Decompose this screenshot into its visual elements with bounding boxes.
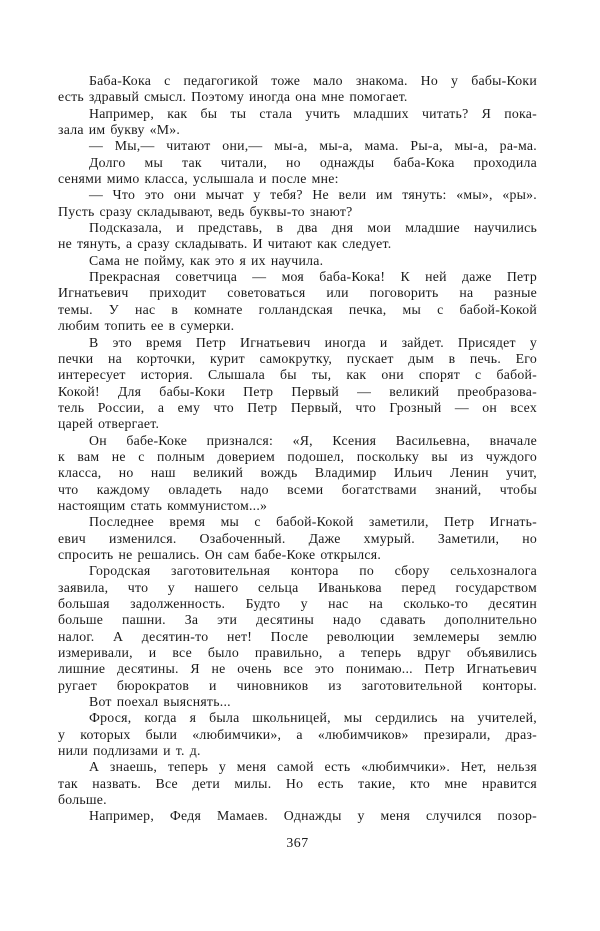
text-line: интересует история. Слышала бы ты, как они спорят с бабой-: [58, 367, 537, 383]
text-line: больше пашни. За эти десятины надо сдавать дополнительно: [58, 612, 537, 628]
text-line: — Мы,— читают они,— мы-а, мы-а, мама. Ры-а, мы-а, ра-ма.: [89, 138, 537, 154]
text-line: измеривали, и все было правильно, а теперь вдруг объявились: [58, 645, 537, 661]
text-line: заявила, что у нашего сельца Иванькова перед государством: [58, 579, 537, 595]
text-line: больше.: [58, 792, 107, 808]
text-line: Прекрасная советчица — моя баба-Кока! К ней даже Петр: [89, 269, 537, 285]
text-line: сенями мимо класса, услышала и после мне:: [58, 171, 339, 187]
text-line: Игнатьевич приходит советоваться или поговорить на разные: [58, 285, 537, 301]
text-line: у которых были «любимчики», а «любимчиков» презирали, драз-: [58, 726, 537, 742]
text-line: ругает бюрократов и чиновников из заготовительной конторы.: [58, 677, 537, 693]
text-line: темы. У нас в комнате голландская печка, мы с бабой-Кокой: [58, 301, 537, 317]
text-line: зала им букву «М».: [58, 122, 181, 138]
text-line: печки на корточки, курит самокрутку, пускает дым в печь. Его: [58, 350, 537, 366]
text-line: любим топить ее в сумерки.: [58, 318, 235, 334]
text-line: Городская заготовительная контора по сбору сельхозналога: [89, 563, 537, 579]
text-line: евич изменился. Озабоченный. Даже хмурый. Заметили, но: [58, 530, 537, 546]
text-line: Подсказала, и представь, в два дня мои младшие научились: [89, 220, 537, 236]
text-line: к вам не с полным доверием подошел, поскольку вы из чуждого: [58, 448, 537, 464]
text-line: — Что это они мычат у тебя? Не вели им тянуть: «мы», «ры».: [89, 187, 537, 203]
text-line: спросить не решались. Он сам бабе-Коке открылся.: [58, 546, 382, 562]
text-line: так назвать. Все дети милы. Но есть такие, кто мне нравится: [58, 775, 537, 791]
text-line: В это время Петр Игнатьевич иногда и зайдет. Присядет у: [89, 334, 537, 350]
text-line: налог. А десятин-то нет! После революции землемеры землю: [58, 628, 537, 644]
text-line: Последнее время мы с бабой-Кокой заметили, Петр Игнать-: [89, 514, 537, 530]
text-block: [58, 73, 537, 825]
text-line: лишние десятины. Я не очень все это понимаю... Петр Игнатьевич: [58, 661, 537, 677]
text-line: Например, Федя Мамаев. Однажды у меня случился позор-: [89, 808, 537, 824]
text-line: настоящим стать коммунистом...»: [58, 497, 268, 513]
text-line: класса, но наш великий вождь Владимир Ильич Ленин учит,: [58, 465, 537, 481]
text-line: нили подлизами и т. д.: [58, 743, 201, 759]
text-line: А знаешь, теперь у меня самой есть «любимчики». Нет, нельзя: [89, 759, 537, 775]
text-line: большая задолженность. Будто у нас на сколько-то десятин: [58, 596, 537, 611]
text-line: Вот поехал выяснять...: [89, 694, 231, 710]
text-line: Например, как бы ты стала учить младших читать? Я пока-: [89, 105, 537, 121]
text-line: Он бабе-Коке признался: «Я, Ксения Васильевна, вначале: [89, 432, 537, 448]
text-line: не тянуть, а сразу складывать. И читают как следует.: [58, 236, 392, 252]
text-line: царей отвергает.: [58, 416, 160, 432]
text-line: Долго мы так читали, но однажды баба-Кока проходила: [89, 154, 537, 170]
text-line: Кокой! Для бабы-Коки Петр Первый — великий преобразова-: [58, 383, 537, 399]
text-line: Сама не пойму, как это я их научила.: [89, 252, 324, 268]
text-line: Баба-Кока с педагогикой тоже мало знакома. Но у бабы-Коки: [89, 73, 537, 88]
page-number: 367: [286, 835, 309, 850]
text-line: Пусть сразу складывают, ведь буквы-то знают?: [58, 203, 353, 219]
text-line: есть здравый смысл. Поэтому иногда она мне помогает.: [58, 89, 408, 105]
text-line: тель России, а ему что Петр Первый, что Грозный — он всех: [58, 399, 537, 415]
text-line: Фрося, когда я была школьницей, мы сердились на учителей,: [89, 710, 537, 726]
text-line: что каждому овладеть надо всеми богатствами знаний, чтобы: [58, 481, 537, 497]
